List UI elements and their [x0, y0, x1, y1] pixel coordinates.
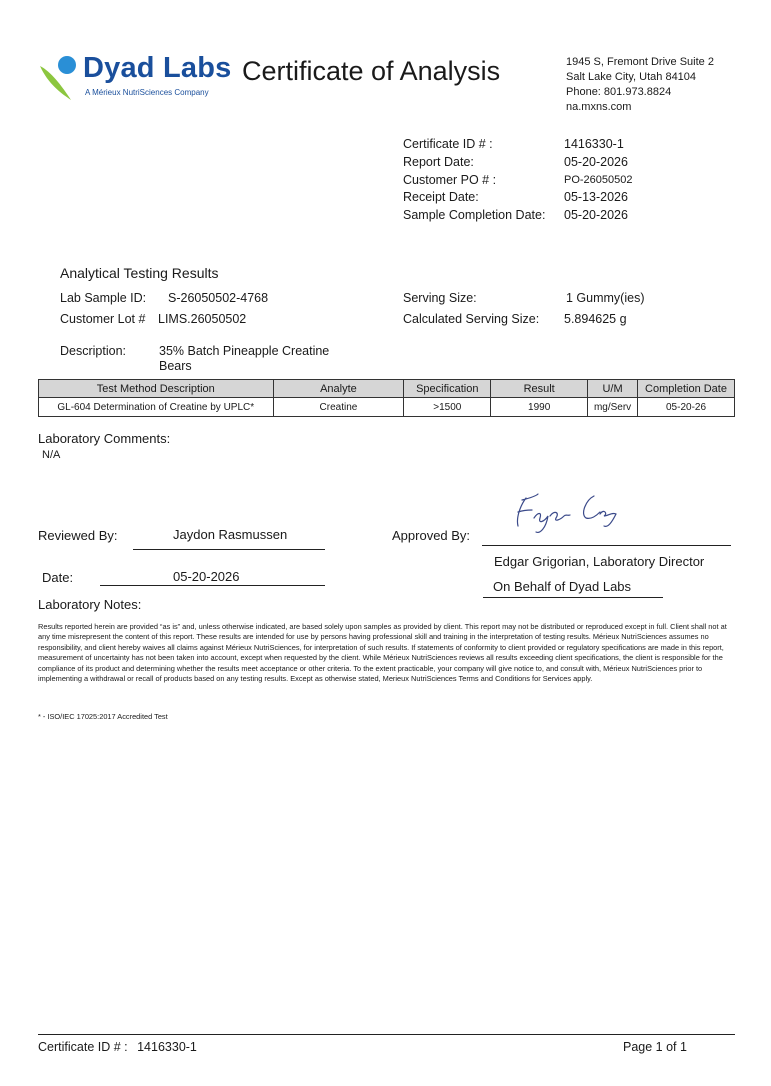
completion-date-value: 05-20-2026 [564, 208, 628, 223]
reviewed-by-label: Reviewed By: [38, 528, 118, 543]
completion-date-label: Sample Completion Date: [403, 208, 546, 223]
receipt-date-label: Receipt Date: [403, 190, 479, 205]
specification-cell: >1500 [404, 398, 491, 417]
footer-divider [38, 1034, 735, 1035]
date-value: 05-20-2026 [173, 569, 240, 584]
results-table [38, 379, 735, 417]
footer-cert-id: 1416330-1 [137, 1040, 197, 1054]
dyad-labs-logo-icon [38, 54, 80, 102]
table-header-row [39, 380, 735, 398]
table-row [39, 398, 735, 417]
reviewer-name: Jaydon Rasmussen [173, 527, 288, 542]
meta-values [564, 136, 633, 225]
address-line: Salt Lake City, Utah 84104 [566, 71, 697, 83]
approver-signature-line [482, 545, 731, 546]
lab-sample-id-label: Lab Sample ID: [60, 291, 147, 305]
unit-cell: mg/Serv [588, 398, 638, 417]
date-line [100, 585, 325, 586]
receipt-date-value: 05-13-2026 [564, 190, 628, 205]
page-number: Page 1 of 1 [623, 1040, 687, 1054]
description-line: Bears [159, 359, 192, 373]
meta-labels [403, 136, 545, 225]
description-value [159, 344, 329, 374]
column-header: Analyte [273, 380, 404, 398]
column-header: U/M [588, 380, 638, 398]
description-label: Description: [60, 344, 126, 358]
lab-sample-id-value: S-26050502-4768 [168, 291, 269, 305]
lab-address [566, 55, 714, 115]
date-label: Date: [42, 570, 74, 585]
column-header: Specification [404, 380, 491, 398]
result-cell: 1990 [491, 398, 588, 417]
approver-signature [508, 488, 628, 536]
column-header: Completion Date [638, 380, 735, 398]
brand-subtitle: A Mérieux NutriSciences Company [85, 88, 209, 97]
notes-label: Laboratory Notes: [38, 597, 142, 612]
certificate-id-value: 1416330-1 [564, 137, 624, 151]
address-phone: Phone: 801.973.8824 [566, 86, 672, 98]
calc-serving-label: Calculated Serving Size: [403, 312, 540, 326]
brand-name: Dyad Labs [83, 52, 232, 84]
report-date-label: Report Date: [403, 154, 474, 169]
description-line: 35% Batch Pineapple Creatine [159, 344, 330, 358]
customer-po-value: PO-26050502 [564, 173, 633, 186]
customer-lot-value: LIMS.26050502 [158, 312, 247, 326]
analyte-cell: Creatine [273, 398, 404, 417]
comments-label: Laboratory Comments: [38, 431, 171, 446]
disclaimer-text: Results reported herein are provided “as is” and, unless otherwise indicated, are based solely upon samples as provided by client. This report may not be distributed or reproduced except in full. Client shall not at any time misrepresent the content of this report. These results are intended for use by persons having professional skill and training in the interpretation of testing results. Mérieux NutriSciences assumes no responsibility, and client hereby waives all claims against Mérieux NutriSciences, for interpretation of such results. If statements of conformity to client provided or regulatory specifications are made in this report, measurement of uncertainty has not been taken into account, except when requested by the client. While Mérieux NutriSciences reviews all results exceeding client specifications, the client is responsible for the compliance of its product and determining whether the results meet acceptance or other criteria. To the extent practicable, your company will give notice to, and consult with, Mérieux NutriSciences prior to implementing a withdrawal or recall of products based on any testing results. Except as otherwise stated, Merieux NutriSciences Terms and Conditions for Services apply. [38, 622, 727, 684]
column-header: Test Method Description [39, 380, 274, 398]
document-title: Certificate of Analysis [242, 56, 501, 86]
customer-po-label: Customer PO # : [403, 172, 497, 187]
address-line: 1945 S, Fremont Drive Suite 2 [566, 56, 714, 68]
column-header: Result [491, 380, 588, 398]
serving-size-value: 1 Gummy(ies) [566, 291, 645, 305]
report-date-value: 05-20-2026 [564, 154, 628, 169]
calc-serving-value: 5.894625 g [564, 312, 627, 326]
certificate-id-label: Certificate ID # : [403, 137, 493, 151]
section-title: Analytical Testing Results [60, 265, 219, 281]
on-behalf-line [483, 597, 663, 598]
approved-by-label: Approved By: [392, 528, 471, 543]
accreditation-note: * - ISO/IEC 17025:2017 Accredited Test [38, 712, 168, 721]
on-behalf-text: On Behalf of Dyad Labs [493, 579, 632, 594]
approver-name: Edgar Grigorian, Laboratory Director [494, 554, 705, 569]
serving-size-label: Serving Size: [403, 291, 477, 305]
comments-value: N/A [42, 449, 61, 461]
customer-lot-label: Customer Lot # [60, 312, 146, 326]
reviewer-signature-line [133, 549, 325, 550]
address-website: na.mxns.com [566, 101, 632, 113]
test-method-cell: GL-604 Determination of Creatine by UPLC* [39, 398, 274, 417]
footer-certificate [38, 1040, 197, 1054]
footer-cert-label: Certificate ID # : [38, 1040, 128, 1054]
completion-date-cell: 05-20-26 [638, 398, 735, 417]
